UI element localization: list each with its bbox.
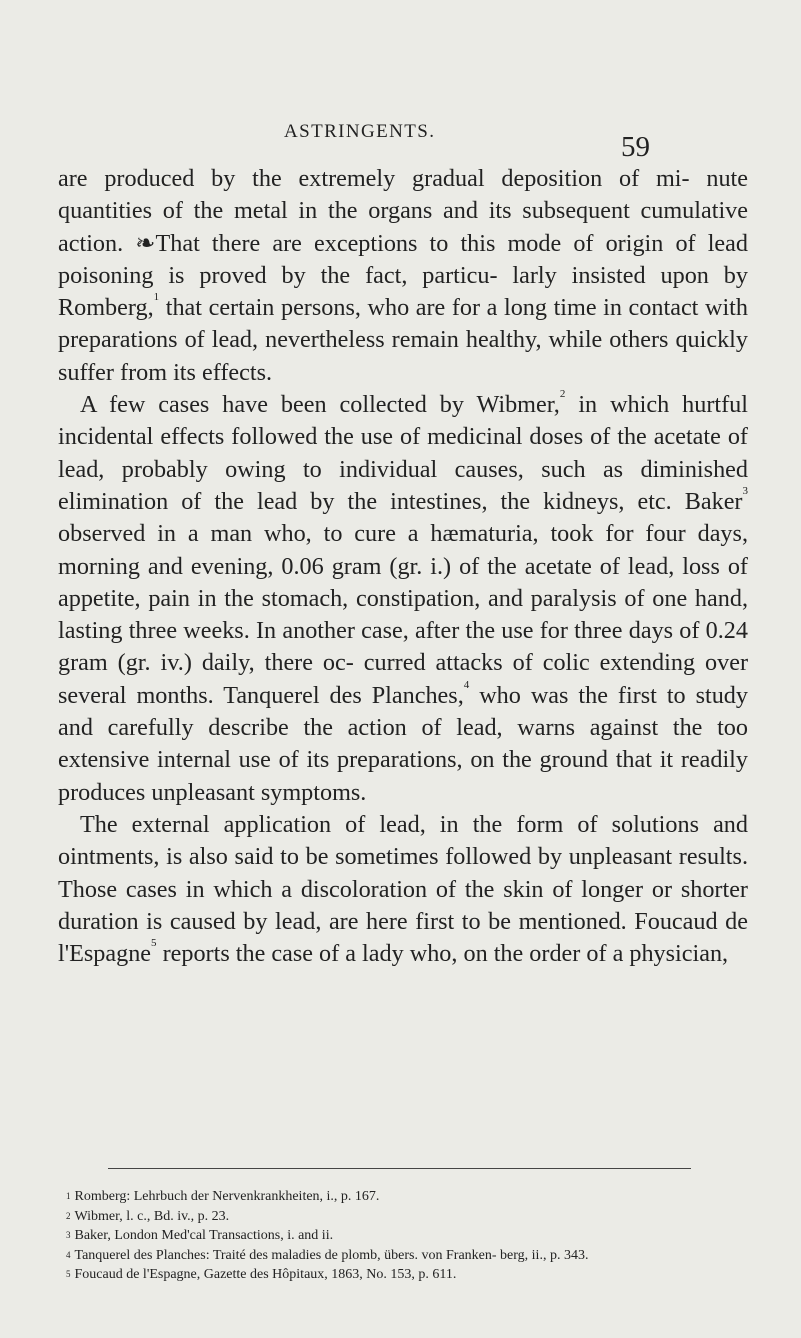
footnote-1 (58, 1187, 748, 1207)
paragraph-1-text-a: are produced by the extremely gradual deposition of mi- nute quantities of the metal in the organs and its subsequent cumulative action. ❧That there are exceptions to this mode of origin of lead poisoning is proved by the fact, particu- larly insisted upon by Romberg, (58, 165, 748, 322)
footnote-3-text: Baker, London Med'cal Transactions, i. and ii. (74, 1228, 334, 1243)
footnote-4-text: Tanquerel des Planches: Traité des maladies de plomb, übers. von Franken- berg, ii., p. 343. (74, 1247, 589, 1263)
footnote-3-number: 3 (66, 1230, 71, 1240)
page-header (0, 121, 801, 161)
footnote-5-text: Foucaud de l'Espagne, Gazette des Hôpitaux, 1863, No. 153, p. 611. (74, 1267, 457, 1282)
paragraph-3 (58, 809, 748, 970)
footnote-marker-2: 2 (559, 388, 566, 401)
paragraph-3-text-b: reports the case of a lady who, on the order of a physician, (156, 940, 729, 968)
paragraph-2-text-c: observed in a man who, to cure a hæmaturia, took for four days, morning and evening, 0.06 gram (gr. i.) of the acetate of lead, loss of appetite, pain in the stomach, constipation, and paralysis of one hand, lasting three weeks. In another case, after the use for three days of 0.24 gram (gr. iv.) daily, there oc- curred attacks of colic extending over several months. Tanquerel des Planches, (58, 520, 748, 709)
footnote-2-text: Wibmer, l. c., Bd. iv., p. 23. (74, 1208, 230, 1224)
paragraph-2-text-d: who was the first to study and carefully describe the action of lead, warns against the too extensive internal use of its preparations, on the ground that it readily produces unpleasant symptoms. (58, 681, 748, 806)
footnote-marker-5: 5 (151, 937, 157, 950)
body-text (58, 163, 748, 970)
footnote-3 (58, 1226, 748, 1246)
footnote-5 (58, 1265, 748, 1285)
paragraph-2-text-b: in which hurtful incidental effects followed the use of medicinal doses of the acetate of lead, probably owing to individual causes, such as diminished elimination of the lead by the intestines, the kidneys, etc. Baker (58, 391, 748, 515)
footnote-marker-3: 3 (742, 484, 748, 497)
footnote-2 (58, 1207, 748, 1227)
running-title: ASTRINGENTS. (284, 121, 436, 142)
footnote-1-text: Romberg: Lehrbuch der Nervenkrankheiten, i., p. 167. (74, 1189, 380, 1204)
paragraph-3-text-a: The external application of lead, in the form of solutions and ointments, is also said to be sometimes followed by unpleasant results. Those cases in which a discoloration of the skin of longer or shorter duration is caused by lead, are here first to be mentioned. Foucaud de l'Espagne (58, 810, 748, 968)
footnote-marker-1: 1 (153, 291, 160, 304)
footnote-4-number: 4 (66, 1249, 71, 1260)
footnote-1-number: 1 (66, 1191, 71, 1201)
footnote-2-number: 2 (66, 1210, 71, 1221)
footnote-marker-4: 4 (463, 678, 470, 691)
footnote-5-number: 5 (66, 1269, 71, 1279)
footnote-4 (58, 1246, 748, 1266)
paragraph-1-text-b: that certain persons, who are for a long time in contact with preparations of lead, nevertheless remain healthy, while others quickly suffer from its effects. (58, 294, 748, 386)
footnote-divider (108, 1168, 691, 1169)
page-number: 59 (621, 131, 650, 163)
paragraph-2-text-a: A few cases have been collected by Wibmer, (80, 391, 560, 419)
paragraph-1 (58, 163, 748, 389)
footnotes (58, 1187, 748, 1285)
paragraph-2 (58, 389, 748, 809)
